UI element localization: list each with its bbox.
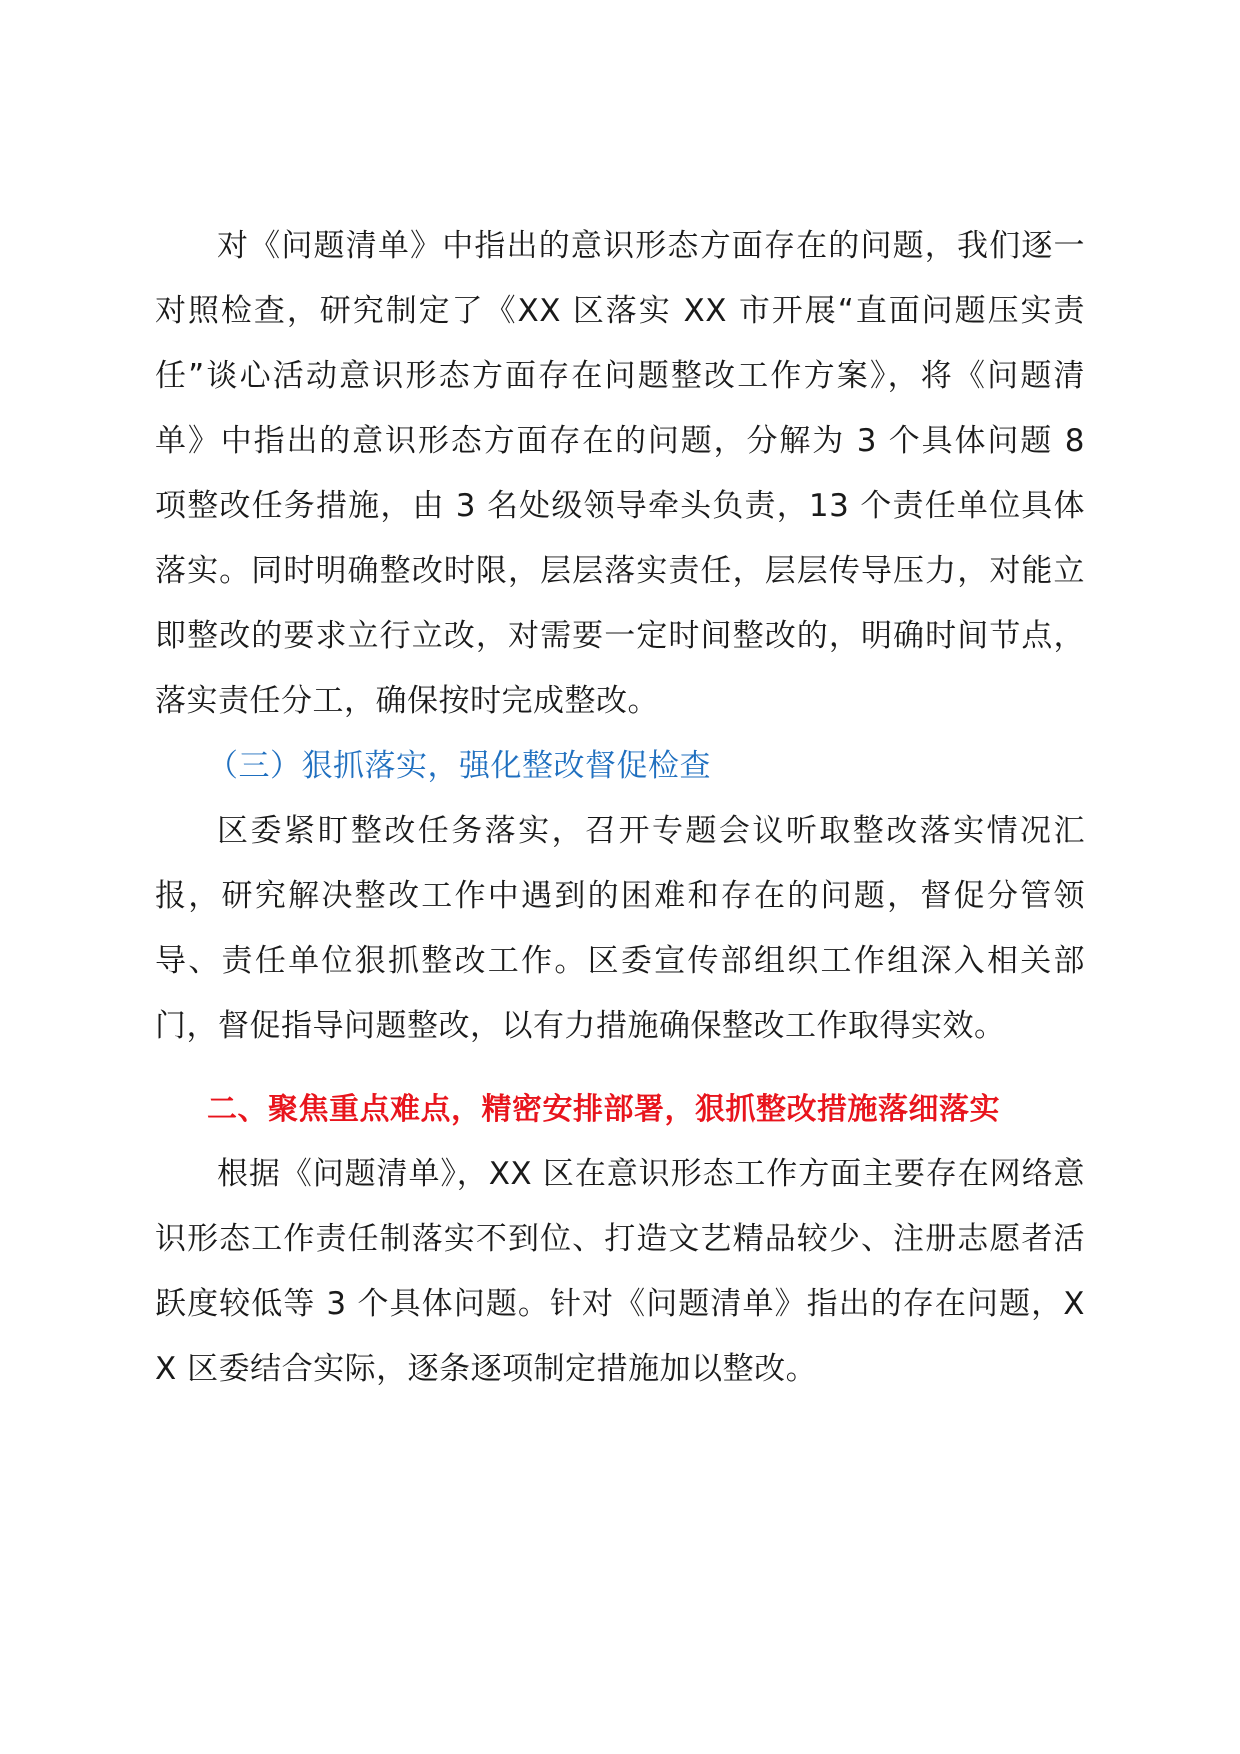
document-body	[155, 214, 1085, 1402]
section-heading-key-points: 二、聚焦重点难点，精密安排部署，狠抓整改措施落细落实	[207, 1092, 1000, 1127]
paragraph-district-committee: 区委紧盯整改任务落实，召开专题会议听取整改落实情况汇报，研究解决整改工作中遇到的困难和存在的问题，督促分管领导、责任单位狠抓整改工作。区委宣传部组织工作组深入相关部门，督促指导问题整改，以有力措施确保整改工作取得实效。	[155, 813, 1085, 1044]
sub-heading-supervision: （三）狠抓落实，强化整改督促检查	[207, 748, 711, 784]
paragraph-rectification-plan: 对《问题清单》中指出的意识形态方面存在的问题，我们逐一对照检查，研究制定了《XX 区落实 XX 市开展“直面问题压实责任”谈心活动意识形态方面存在问题整改工作方案》，将《问题清单》中指出的意识形态方面存在的问题，分解为 3 个具体问题 8 项整改任务措施，由 3 名处级领导牵头负责，13 个责任单位具体落实。同时明确整改时限，层层落实责任，层层传导压力，对能立即整改的要求立行立改，对需要一定时间整改的，明确时间节点，落实责任分工，确保按时完成整改。	[155, 228, 1085, 719]
paragraph-problem-list: 根据《问题清单》，XX 区在意识形态工作方面主要存在网络意识形态工作责任制落实不到位、打造文艺精品较少、注册志愿者活跃度较低等 3 个具体问题。针对《问题清单》指出的存在问题，XX 区委结合实际，逐条逐项制定措施加以整改。	[155, 1156, 1085, 1387]
